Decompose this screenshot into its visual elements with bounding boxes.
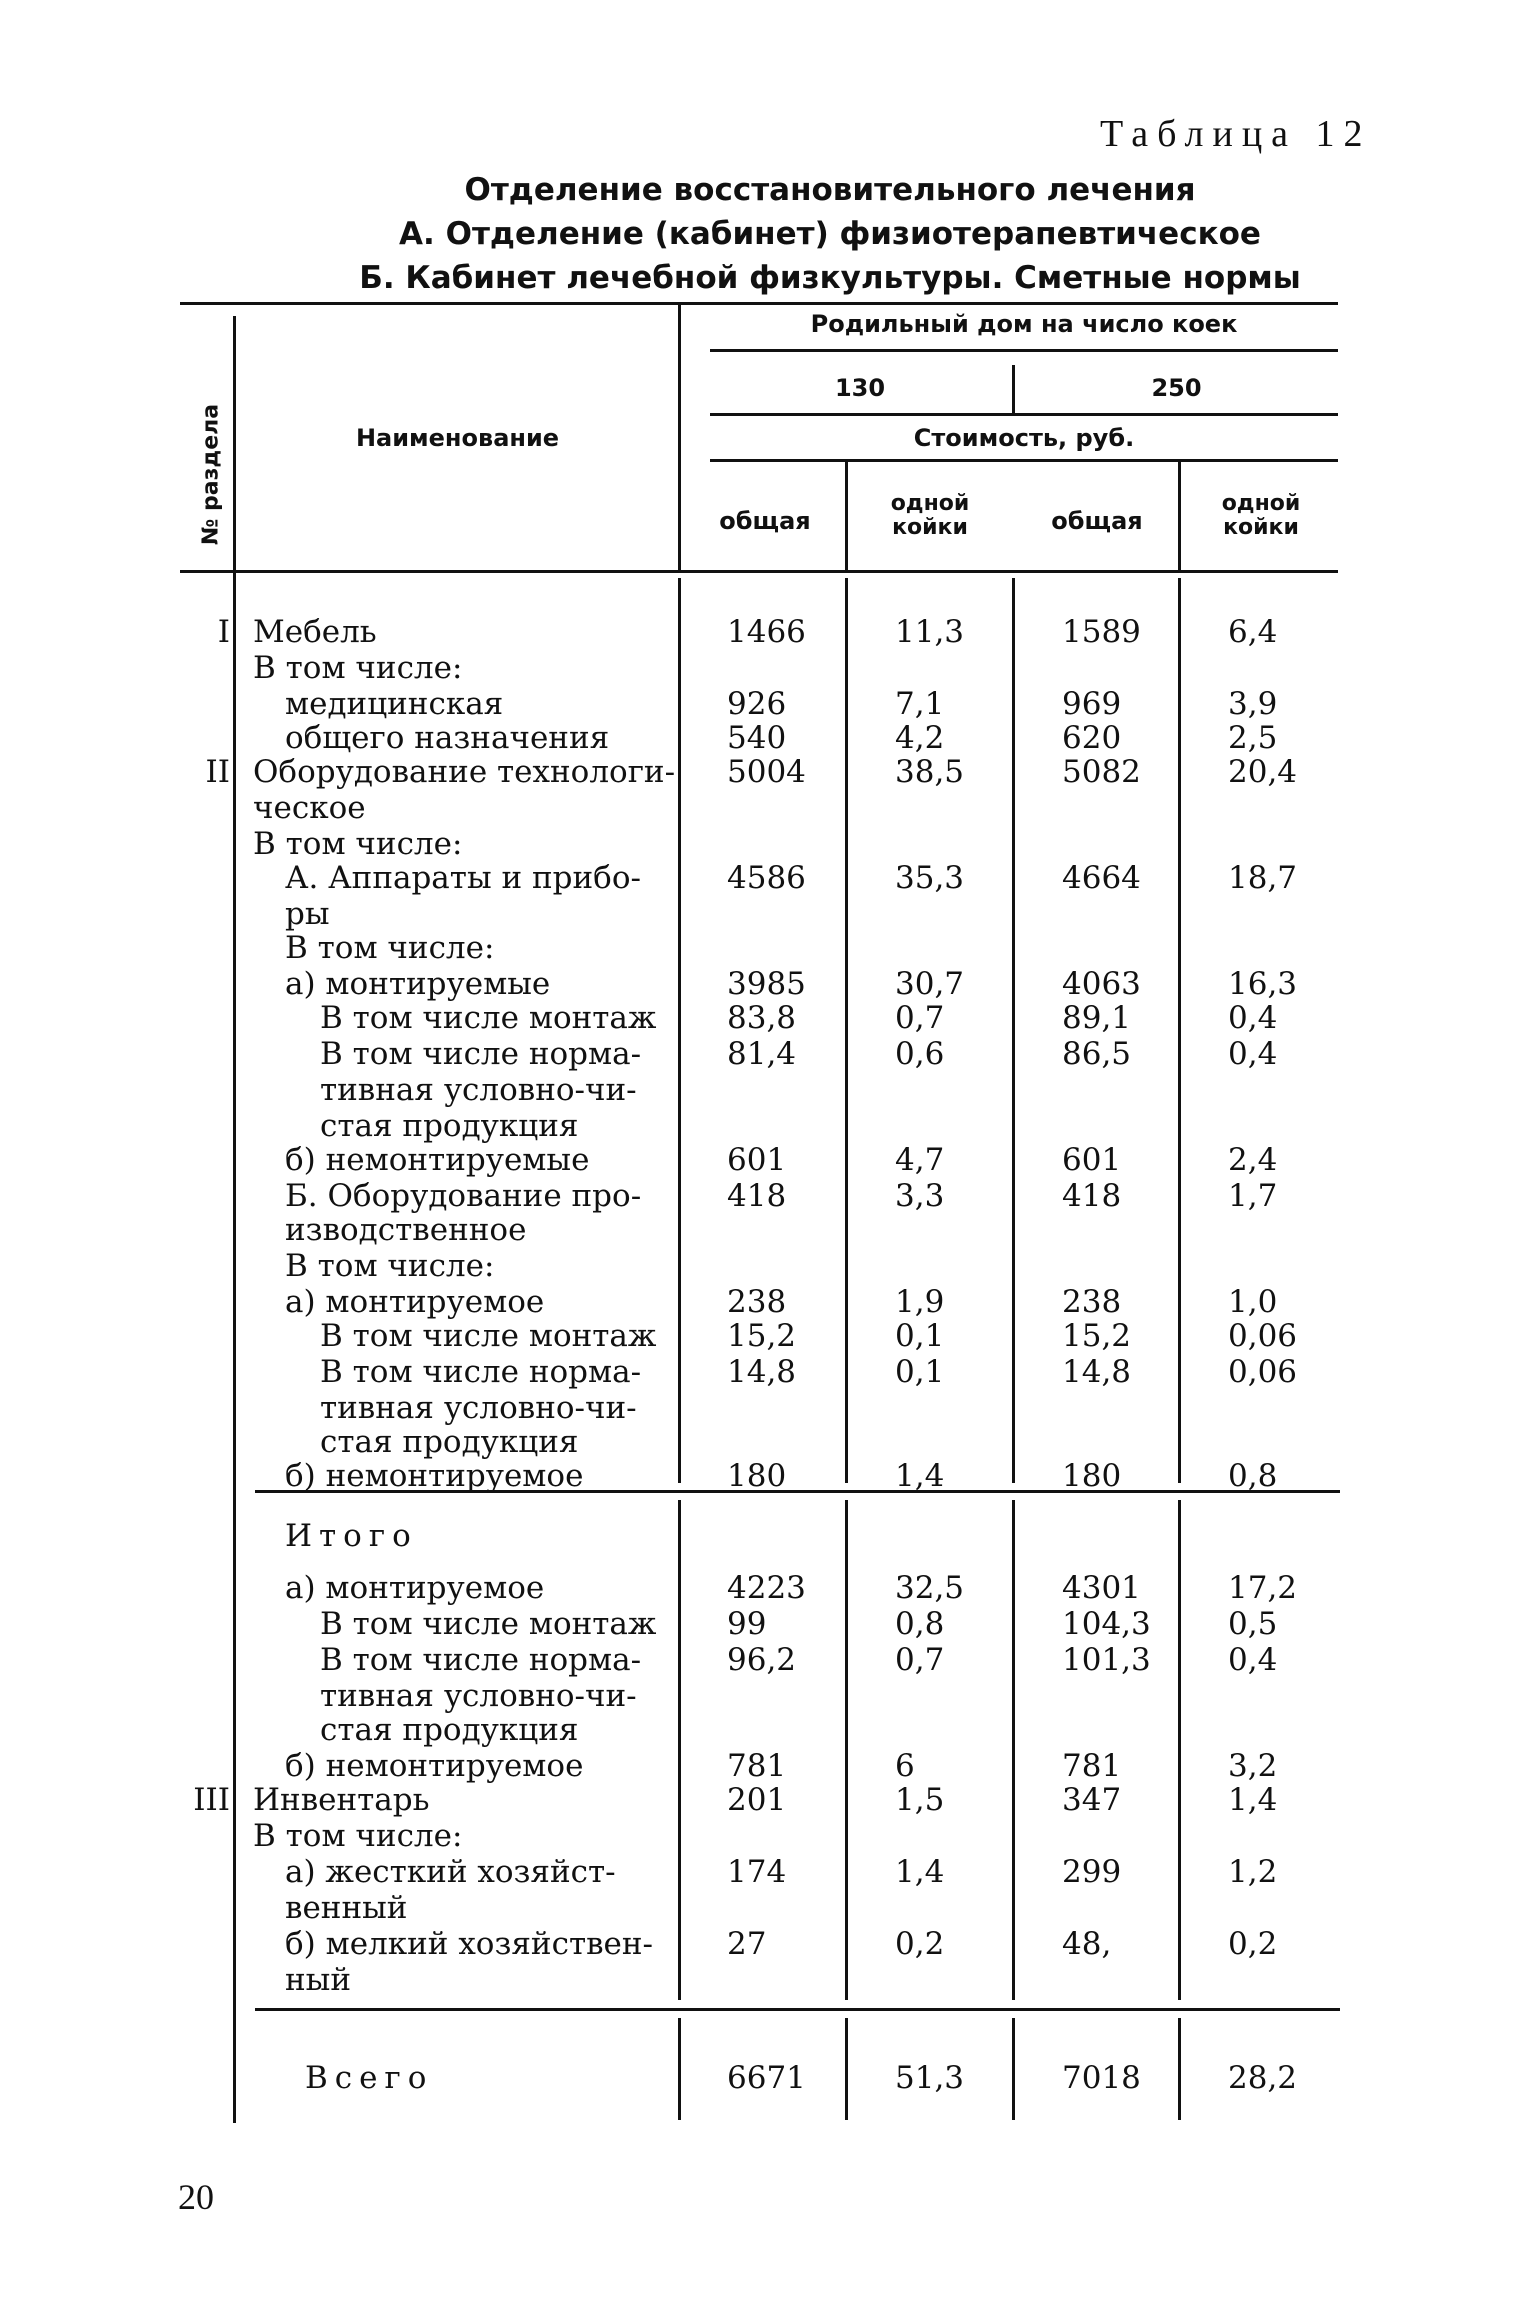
subtotal-heading-row [0,1518,1535,1554]
table-row [0,1818,1535,1854]
cell-per-bed-250: 1,4 [1228,1782,1278,1818]
row-name: венный [285,1890,408,1926]
table-row [0,1108,1535,1144]
cell-per-bed-250: 1,2 [1228,1854,1278,1890]
table-row [0,1284,1535,1320]
cell-total-130: 4586 [727,860,806,896]
cell-total-130: 5004 [727,754,806,790]
cell-total-130: 6671 [727,2060,806,2096]
row-name: общего назначения [285,720,610,756]
cell-per-bed-130: 32,5 [895,1570,965,1606]
column-header-group: Родильный дом на число коек [810,310,1238,338]
cell-per-bed-130: 6 [895,1748,915,1784]
cell-total-130: 540 [727,720,787,756]
row-name: ческое [253,790,366,826]
table-row [0,1424,1535,1460]
row-name: медицинская [285,686,504,722]
cell-total-130: 81,4 [727,1036,797,1072]
row-name: б) немонтируемое [285,1458,584,1494]
cell-per-bed-130: 1,4 [895,1854,945,1890]
per-bed-line2: койки [892,515,968,540]
cell-per-bed-130: 0,7 [895,1000,945,1036]
table-row [0,1390,1535,1426]
row-name: стая продукция [320,1712,579,1748]
cell-total-130: 1466 [727,614,806,650]
row-name: В том числе: [253,1818,463,1854]
cell-per-bed-250: 0,2 [1228,1926,1278,1962]
cell-total-130: 418 [727,1178,787,1214]
cell-total-130: 781 [727,1748,787,1784]
row-name: В том числе: [285,930,495,966]
cell-per-bed-250: 1,7 [1228,1178,1278,1214]
row-name: В том числе монтаж [320,1606,657,1642]
cell-per-bed-250: 18,7 [1228,860,1298,896]
cell-per-bed-130: 7,1 [895,686,945,722]
row-name: А. Аппараты и прибо- [285,860,641,896]
cell-per-bed-250: 3,2 [1228,1748,1278,1784]
table-row [0,1212,1535,1248]
grand-total-label: Всего [305,2060,434,2096]
row-section: II [205,754,230,790]
table-row [0,1000,1535,1036]
cell-total-250: 1589 [1062,614,1141,650]
table-row [0,1782,1535,1818]
cell-per-bed-130: 0,1 [895,1318,945,1354]
row-name: ры [285,896,330,932]
row-name: тивная условно-чи- [320,1678,637,1714]
table-row [0,930,1535,966]
cell-per-bed-250: 0,06 [1228,1318,1298,1354]
column-header-total-130: общая [719,507,811,535]
cell-total-250: 4664 [1062,860,1141,896]
row-name: В том числе норма- [320,1642,642,1678]
cell-per-bed-130: 1,9 [895,1284,945,1320]
row-name: а) монтируемое [285,1570,545,1606]
cell-total-250: 969 [1062,686,1122,722]
column-header-name: Наименование [355,424,560,452]
per-bed-line1: одной [890,491,970,516]
cell-per-bed-250: 16,3 [1228,966,1298,1002]
grand-total-row [0,2060,1535,2096]
cell-per-bed-250: 28,2 [1228,2060,1298,2096]
table-row [0,1318,1535,1354]
table-label: Таблица 12 [1100,113,1372,155]
page-number: 20 [178,2177,214,2217]
cell-per-bed-130: 35,3 [895,860,965,896]
row-name: В том числе монтаж [320,1000,657,1036]
table-row [0,1072,1535,1108]
column-header-beds-250: 250 [1151,374,1202,402]
cell-total-130: 174 [727,1854,787,1890]
cell-total-250: 5082 [1062,754,1141,790]
cell-per-bed-130: 3,3 [895,1178,945,1214]
row-name: В том числе норма- [320,1036,642,1072]
table-row [0,966,1535,1002]
table-row [0,754,1535,790]
cell-per-bed-250: 20,4 [1228,754,1298,790]
cell-total-130: 96,2 [727,1642,797,1678]
cell-per-bed-250: 3,9 [1228,686,1278,722]
cell-per-bed-130: 4,7 [895,1142,945,1178]
cell-per-bed-130: 0,6 [895,1036,945,1072]
cell-total-250: 89,1 [1062,1000,1132,1036]
table-row [0,860,1535,896]
cell-per-bed-130: 30,7 [895,966,965,1002]
table-row [0,686,1535,722]
column-header-per-bed-130 [850,492,1010,540]
table-row [0,790,1535,826]
cell-per-bed-130: 0,8 [895,1606,945,1642]
cell-total-250: 101,3 [1062,1642,1151,1678]
cell-per-bed-130: 38,5 [895,754,965,790]
row-name: В том числе: [285,1248,495,1284]
row-name: В том числе монтаж [320,1318,657,1354]
row-name: б) немонтируемые [285,1142,590,1178]
row-name: а) монтируемые [285,966,551,1002]
cell-per-bed-130: 11,3 [895,614,965,650]
cell-total-250: 299 [1062,1854,1122,1890]
cell-per-bed-250: 0,5 [1228,1606,1278,1642]
row-name: Мебель [253,614,377,650]
cell-total-130: 83,8 [727,1000,797,1036]
cell-per-bed-250: 2,4 [1228,1142,1278,1178]
cell-total-130: 201 [727,1782,787,1818]
table-title [230,168,1430,300]
cell-per-bed-250: 2,5 [1228,720,1278,756]
cell-per-bed-250: 0,8 [1228,1458,1278,1494]
table-row [0,1458,1535,1494]
row-name: Оборудование технологи- [253,754,676,790]
cell-per-bed-130: 1,5 [895,1782,945,1818]
cell-total-250: 601 [1062,1142,1122,1178]
table-row [0,720,1535,756]
column-header-per-bed-250 [1184,492,1338,540]
row-name: тивная условно-чи- [320,1390,637,1426]
cell-per-bed-130: 51,3 [895,2060,965,2096]
cell-total-250: 4301 [1062,1570,1141,1606]
column-header-cost: Стоимость, руб. [913,424,1135,452]
column-header-section-no: № раздела [198,403,224,546]
cell-total-250: 4063 [1062,966,1141,1002]
title-line-2: А. Отделение (кабинет) физиотерапевтическое [399,216,1261,252]
row-name: а) монтируемое [285,1284,545,1320]
row-name: Инвентарь [253,1782,430,1818]
row-name: В том числе: [253,826,463,862]
table-row [0,1178,1535,1214]
subtotal-heading: Итого [285,1518,418,1554]
per-bed-line2: койки [1223,515,1299,540]
cell-per-bed-130: 0,7 [895,1642,945,1678]
cell-total-250: 86,5 [1062,1036,1132,1072]
cell-total-130: 3985 [727,966,806,1002]
table-row [0,1962,1535,1998]
cell-total-250: 48, [1062,1926,1112,1962]
table-row [0,1926,1535,1962]
cell-total-250: 7018 [1062,2060,1141,2096]
cell-total-250: 104,3 [1062,1606,1151,1642]
cell-per-bed-250: 0,4 [1228,1000,1278,1036]
cell-total-250: 238 [1062,1284,1122,1320]
cell-per-bed-250: 0,4 [1228,1642,1278,1678]
cell-total-250: 347 [1062,1782,1122,1818]
table-row [0,1606,1535,1642]
cell-per-bed-250: 1,0 [1228,1284,1278,1320]
table-row [0,826,1535,862]
column-header-total-250: общая [1051,507,1143,535]
cell-total-130: 99 [727,1606,767,1642]
title-line-3: Б. Кабинет лечебной физкультуры. Сметные нормы [359,260,1301,296]
cell-per-bed-250: 17,2 [1228,1570,1298,1606]
column-header-beds-130: 130 [834,374,886,402]
cell-total-130: 15,2 [727,1318,797,1354]
row-section: III [193,1782,230,1818]
table-row [0,1036,1535,1072]
cell-per-bed-250: 0,06 [1228,1354,1298,1390]
table-row [0,1854,1535,1890]
row-name: б) немонтируемое [285,1748,584,1784]
cell-per-bed-130: 0,1 [895,1354,945,1390]
table-row [0,1354,1535,1390]
table-row [0,1570,1535,1606]
row-name: ный [285,1962,351,1998]
cell-total-130: 27 [727,1926,767,1962]
cell-total-130: 238 [727,1284,787,1320]
table-row [0,1248,1535,1284]
cell-per-bed-250: 0,4 [1228,1036,1278,1072]
title-line-1: Отделение восстановительного лечения [464,172,1196,208]
row-name: б) мелкий хозяйствен- [285,1926,654,1962]
row-name: изводственное [285,1212,527,1248]
row-name: а) жесткий хозяйст- [285,1854,616,1890]
cell-total-250: 418 [1062,1178,1122,1214]
table-row [0,614,1535,650]
row-name: В том числе: [253,650,463,686]
table-row [0,1748,1535,1784]
row-name: В том числе норма- [320,1354,642,1390]
cell-per-bed-130: 0,2 [895,1926,945,1962]
cell-total-250: 620 [1062,720,1122,756]
table-row [0,650,1535,686]
table-row [0,1142,1535,1178]
row-name: тивная условно-чи- [320,1072,637,1108]
cell-total-250: 781 [1062,1748,1122,1784]
cell-total-130: 926 [727,686,787,722]
table-row [0,1712,1535,1748]
cell-total-250: 15,2 [1062,1318,1132,1354]
cell-total-250: 180 [1062,1458,1122,1494]
cell-total-130: 4223 [727,1570,806,1606]
cell-total-250: 14,8 [1062,1354,1132,1390]
row-name: стая продукция [320,1424,579,1460]
cell-per-bed-250: 6,4 [1228,614,1278,650]
per-bed-line1: одной [1221,491,1301,516]
table-row [0,1642,1535,1678]
row-name: Б. Оборудование про- [285,1178,642,1214]
row-section: I [217,614,230,650]
table-row [0,896,1535,932]
cell-total-130: 601 [727,1142,787,1178]
cell-per-bed-130: 1,4 [895,1458,945,1494]
cell-per-bed-130: 4,2 [895,720,945,756]
table-row [0,1890,1535,1926]
cell-total-130: 14,8 [727,1354,797,1390]
cell-total-130: 180 [727,1458,787,1494]
row-name: стая продукция [320,1108,579,1144]
table-row [0,1678,1535,1714]
